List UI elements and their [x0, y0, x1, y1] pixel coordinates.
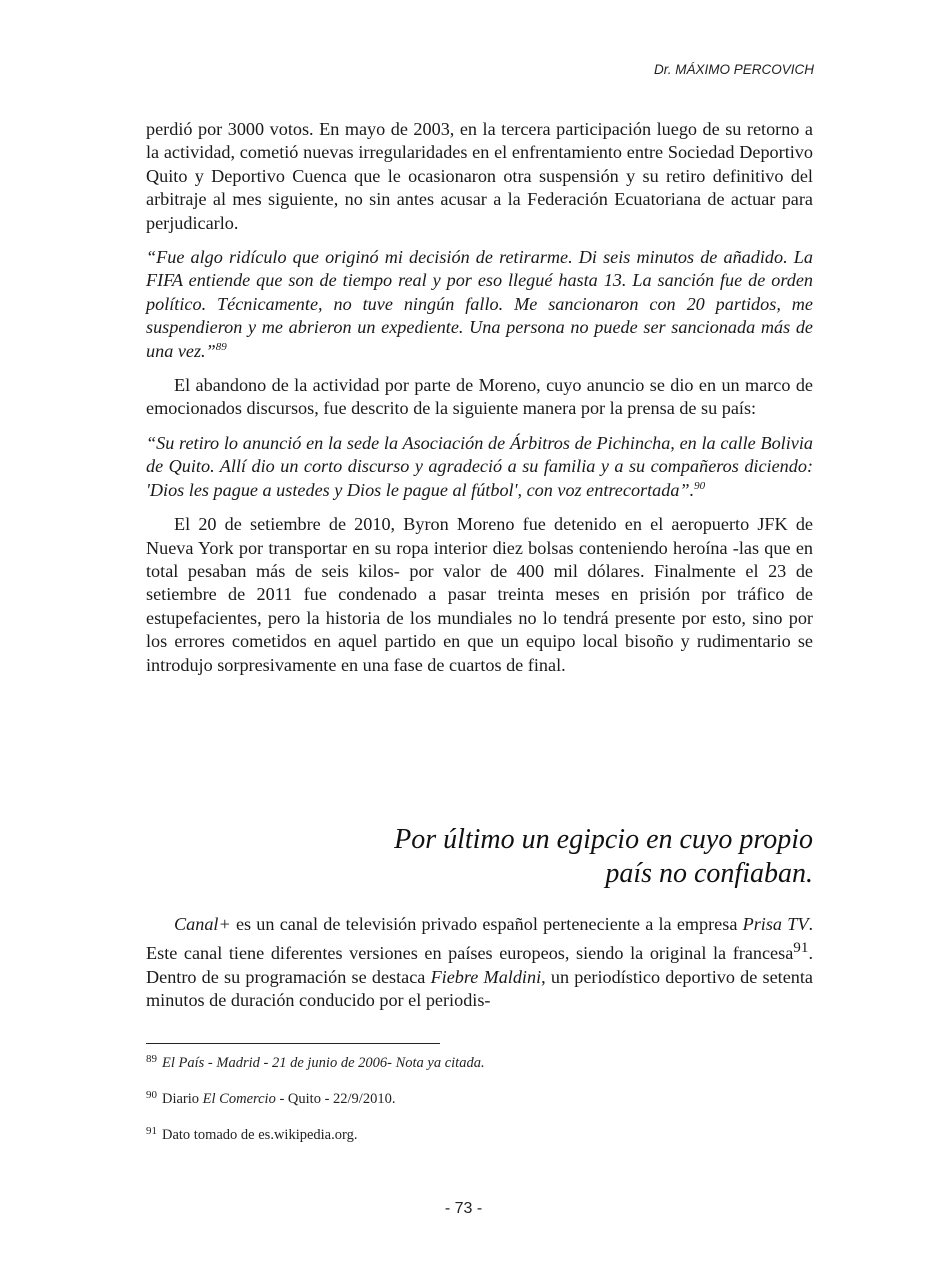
- footnote-89: [146, 1055, 485, 1072]
- footnote-90: [146, 1091, 395, 1108]
- fiebre-maldini-name: Fiebre Maldini: [430, 966, 542, 987]
- running-head: Dr. MÁXIMO PERCOVICH: [653, 62, 814, 77]
- quote-2-text: “Su retiro lo anunció en la sede la Asociación de Árbitros de Pichincha, en la calle Bolivia de Quito. Allí dio un corto discurso y agradeció a su familia y a su compañeros diciendo: 'Dios les pague a ustedes y Dios le pague al fútbol', con voz entrecortada”.: [146, 432, 813, 500]
- footnote-num: 91: [146, 1125, 157, 1137]
- quote-2: [146, 432, 813, 502]
- footnote-text-italic: El Comercio: [202, 1091, 276, 1107]
- footnote-text: El País - Madrid - 21 de junio de 2006- Nota ya citada.: [162, 1055, 485, 1071]
- footnote-text-pre: Diario: [162, 1091, 203, 1107]
- canal-plus-name: Canal+: [174, 914, 231, 934]
- quote-1: [146, 246, 813, 363]
- quote-1-text: “Fue algo ridículo que originó mi decisión de retirarme. Di seis minutos de añadido. La FIFA entiende que son de tiempo real y por eso llegué hasta 13. La sanción fue de orden político. Técnicamente, no tuve ningún fallo. Me sancionaron con 20 partidos, me suspendieron y me abrieron un expediente. Una persona no puede ser sancionada más de una vez.”: [146, 247, 813, 361]
- page-number: - 73 -: [444, 1200, 483, 1217]
- paragraph-4-text-c: . Dentro de su programación se destaca: [146, 943, 813, 987]
- section-heading: [394, 823, 813, 891]
- footnote-ref-89[interactable]: 89: [215, 340, 227, 353]
- body-text: [146, 118, 813, 688]
- footnote-91: [146, 1127, 357, 1144]
- footnote-num: 89: [146, 1053, 157, 1065]
- paragraph-4-text-a: es un canal de televisión privado español perteneciente a la empresa: [230, 914, 743, 934]
- section-heading-line-2: país no confiaban.: [605, 858, 813, 889]
- footnote-separator: [146, 1043, 440, 1044]
- paragraph-2: El abandono de la actividad por parte de Moreno, cuyo anuncio se dio en un marco de emocionados discursos, fue descrito de la siguiente manera por la prensa de su país:: [146, 375, 813, 419]
- prisa-tv-name: Prisa TV: [742, 914, 809, 934]
- section-heading-line-1: Por último un egipcio en cuyo propio: [394, 824, 813, 855]
- body-text-2: [146, 913, 813, 1013]
- footnote-num: 90: [146, 1089, 157, 1101]
- footnote-text: Dato tomado de es.wikipedia.org.: [162, 1127, 358, 1143]
- footnote-ref-91[interactable]: 91: [793, 939, 809, 957]
- paragraph-1: perdió por 3000 votos. En mayo de 2003, en la tercera participación luego de su retorno a la actividad, cometió nuevas irregularidades en el enfrentamiento entre Sociedad Deportivo Quito y Deportivo Cuenca que le ocasionaron otra suspensión y su retiro definitivo del arbitraje al mes siguiente, no sin antes acusar a la Federación Ecuatoriana de actuar para perjudicarlo.: [146, 119, 813, 233]
- footnote-text-post: - Quito - 22/9/2010.: [275, 1091, 396, 1107]
- paragraph-4: [146, 913, 813, 1013]
- footnote-ref-90[interactable]: 90: [694, 479, 706, 492]
- paragraph-4-text-d: , un periodístico deportivo de setenta minutos de duración conducido por el periodis-: [146, 966, 813, 1011]
- paragraph-3: El 20 de setiembre de 2010, Byron Moreno fue detenido en el aeropuerto JFK de Nueva York por transportar en su ropa interior diez bolsas conteniendo heroína -las que en total pesaban más de seis kilos- por valor de 400 mil dólares. Finalmente el 23 de setiembre de 2011 fue condenado a pasar treinta meses en prisión por tráfico de estupefacientes, pero la historia de los mundiales no lo tendrá presente por esto, sino por los errores cometidos en aquel partido en que un equipo local bisoño y rudimentario se introdujo sorpresivamente en una fase de cuartos de final.: [146, 514, 813, 675]
- paragraph-4-text-b: . Este canal tiene diferentes versiones en países europeos, siendo la original la francesa: [146, 914, 813, 964]
